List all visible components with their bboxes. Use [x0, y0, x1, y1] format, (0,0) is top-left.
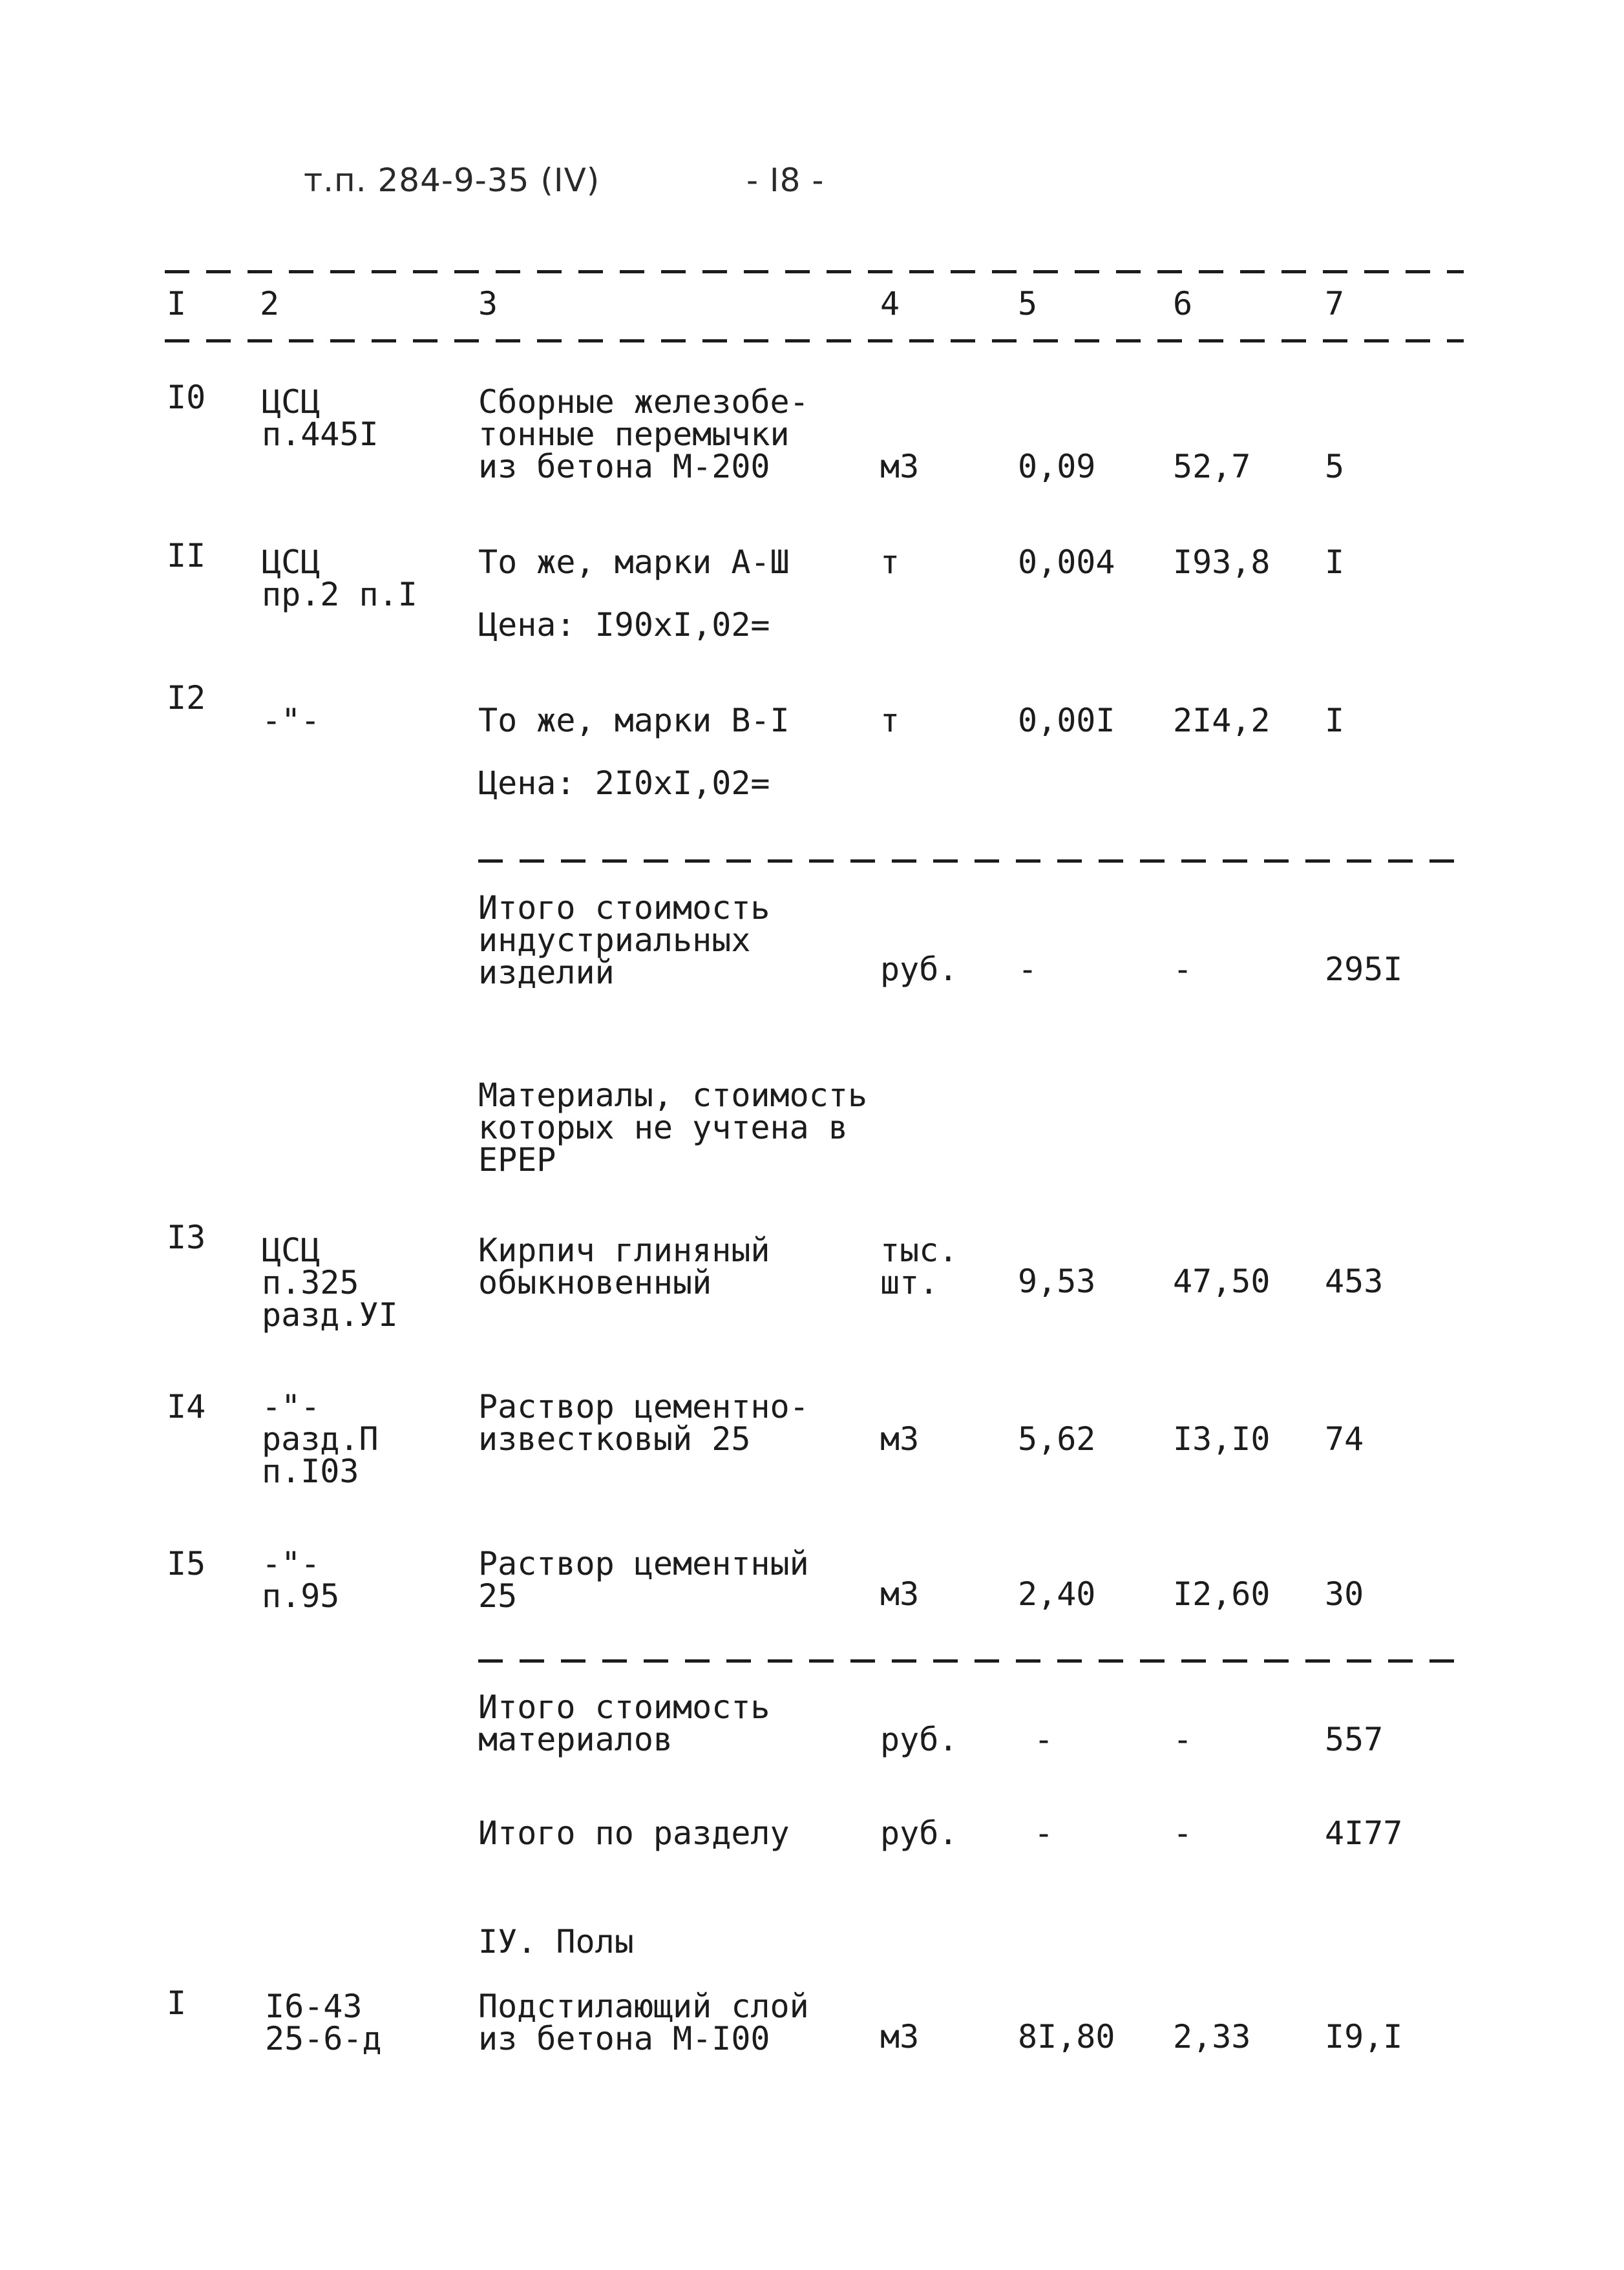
row-reference: -"- разд.П п.I03 — [262, 1388, 379, 1490]
row-total: I — [1325, 543, 1345, 581]
subtotal-materials-price: - — [1173, 1721, 1193, 1758]
materials-heading: Материалы, стоимость которых не учтена в ЕРЕР — [478, 1077, 868, 1179]
subtotal-industrial-unit: руб. — [880, 951, 958, 988]
row-total: 5 — [1325, 448, 1345, 485]
column-header-7: 7 — [1325, 285, 1345, 322]
subtotal-industrial-qty: - — [1018, 951, 1038, 988]
page-number: - I8 - — [746, 162, 825, 199]
row-number: I — [167, 1984, 187, 2022]
dashed-divider — [478, 859, 1464, 863]
subtotal-industrial-label: Итого стоимость индустриальных изделий — [478, 889, 770, 991]
dashed-divider — [165, 270, 1464, 273]
price-note: Цена: 2I0xI,02= — [478, 764, 770, 802]
row-description: Раствор цементно- известковый 25 — [478, 1388, 809, 1458]
column-header-4: 4 — [880, 285, 900, 322]
row-unit-price: 2,33 — [1173, 2018, 1251, 2055]
row-quantity: 5,62 — [1018, 1420, 1096, 1458]
row-reference: ЦСЦ п.445I — [262, 383, 379, 453]
row-reference: -"- — [262, 702, 321, 739]
row-description: То же, марки А-Ш — [478, 543, 790, 581]
row-reference: ЦСЦ пр.2 п.I — [262, 543, 417, 613]
dashed-divider — [165, 339, 1464, 342]
section-total-unit: руб. — [880, 1814, 958, 1852]
subtotal-industrial-total: 295I — [1325, 951, 1403, 988]
row-number: II — [167, 537, 206, 574]
row-description: Подстилающий слой из бетона М-I00 — [478, 1988, 809, 2057]
row-number: I5 — [167, 1545, 206, 1582]
row-quantity: 9,53 — [1018, 1263, 1096, 1300]
row-unit-price: I3,I0 — [1173, 1420, 1271, 1458]
row-reference: ЦСЦ п.325 разд.УI — [262, 1232, 398, 1334]
section-total-price: - — [1173, 1814, 1193, 1852]
row-unit: м3 — [880, 1420, 920, 1458]
row-total: I — [1325, 702, 1345, 739]
subtotal-industrial-price: - — [1173, 951, 1193, 988]
row-unit: т — [880, 702, 900, 739]
row-total: 74 — [1325, 1420, 1364, 1458]
row-unit-price: 2I4,2 — [1173, 702, 1271, 739]
section-total-qty: - — [1034, 1814, 1054, 1852]
column-header-5: 5 — [1018, 285, 1038, 322]
row-reference: -"- п.95 — [262, 1545, 340, 1615]
row-quantity: 0,004 — [1018, 543, 1115, 581]
row-unit-price: 47,50 — [1173, 1263, 1271, 1300]
row-quantity: 2,40 — [1018, 1575, 1096, 1613]
row-quantity: 8I,80 — [1018, 2018, 1115, 2055]
row-total: 453 — [1325, 1263, 1384, 1300]
row-unit-price: I2,60 — [1173, 1575, 1271, 1613]
row-total: 30 — [1325, 1575, 1364, 1613]
column-header-2: 2 — [260, 285, 280, 322]
price-note: Цена: I90xI,02= — [478, 606, 770, 644]
row-description: Раствор цементный 25 — [478, 1545, 809, 1615]
row-unit: м3 — [880, 2018, 920, 2055]
column-header-6: 6 — [1173, 285, 1193, 322]
row-total: I9,I — [1325, 2018, 1403, 2055]
row-unit: т — [880, 543, 900, 581]
row-unit: м3 — [880, 1575, 920, 1613]
row-number: I2 — [167, 679, 206, 717]
section-heading: IУ. Полы — [478, 1923, 634, 1960]
document-code: т.п. 284-9-35 (IV) — [304, 162, 600, 199]
section-total-value: 4I77 — [1325, 1814, 1403, 1852]
dashed-divider — [478, 1659, 1464, 1663]
row-number: I0 — [167, 379, 206, 416]
subtotal-materials-label: Итого стоимость материалов — [478, 1688, 770, 1758]
subtotal-materials-qty: - — [1034, 1721, 1054, 1758]
row-unit: тыс. шт. — [880, 1232, 958, 1301]
row-description: То же, марки В-I — [478, 702, 790, 739]
row-description: Сборные железобе- тонные перемычки из бетона М-200 — [478, 383, 809, 485]
row-quantity: 0,00I — [1018, 702, 1115, 739]
row-number: I3 — [167, 1219, 206, 1256]
row-unit: м3 — [880, 448, 920, 485]
row-unit-price: 52,7 — [1173, 448, 1251, 485]
column-header-1: I — [167, 285, 187, 322]
row-unit-price: I93,8 — [1173, 543, 1271, 581]
column-header-3: 3 — [478, 285, 498, 322]
subtotal-materials-total: 557 — [1325, 1721, 1384, 1758]
row-number: I4 — [167, 1388, 206, 1425]
row-description: Кирпич глиняный обыкновенный — [478, 1232, 770, 1301]
section-total-label: Итого по разделу — [478, 1814, 790, 1852]
subtotal-materials-unit: руб. — [880, 1721, 958, 1758]
row-quantity: 0,09 — [1018, 448, 1096, 485]
row-reference: I6-43 25-6-д — [265, 1988, 382, 2057]
